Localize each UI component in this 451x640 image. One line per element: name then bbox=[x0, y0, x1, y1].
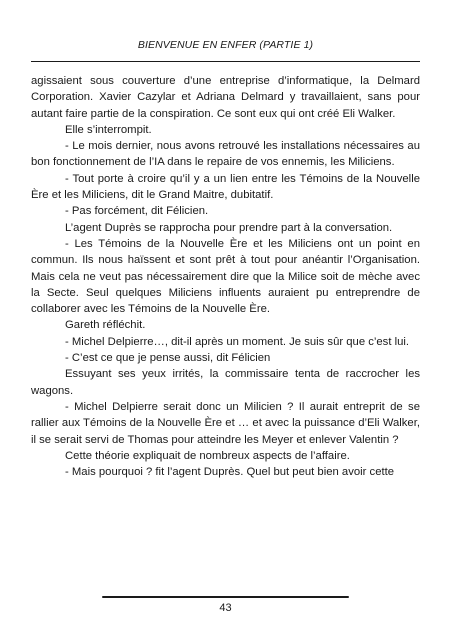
paragraph: - Mais pourquoi ? fit l’agent Duprès. Quel but peut bien avoir cette bbox=[65, 466, 395, 479]
paragraph: - C’est ce que je pense aussi, dit Félicien bbox=[65, 352, 271, 365]
body-text bbox=[31, 73, 420, 480]
paragraph: - Tout porte à croire qu’il y a un lien entre les Témoins de la Nouvelle Ère et les Miliciens, dit le Grand Maitre, dubitatif. bbox=[31, 172, 420, 202]
page-number: 43 bbox=[219, 602, 232, 614]
paragraph: Essuyant ses yeux irrités, la commissaire tenta de raccrocher les wagons. bbox=[31, 368, 420, 397]
paragraph: - Michel Delpierre serait donc un Milicien ? Il aurait entreprit de se rallier aux Témoins de la Nouvelle Ère et … et avec la puissance d’Eli Walker, il se serait servi de Thomas pour atteindre les Meyer et enlever Valentin ? bbox=[31, 400, 420, 446]
paragraph: Gareth réfléchit. bbox=[65, 319, 146, 332]
paragraph: Elle s’interrompit. bbox=[65, 123, 152, 136]
paragraph: Cette théorie expliquait de nombreux aspects de l’affaire. bbox=[65, 449, 350, 462]
paragraph: - Michel Delpierre…, dit-il après un moment. Je suis sûr que c’est lui. bbox=[65, 335, 410, 348]
footer-rule bbox=[102, 596, 349, 598]
paragraph: - Pas forcément, dit Félicien. bbox=[65, 205, 209, 218]
paragraph: - Le mois dernier, nous avons retrouvé les installations nécessaires au bon fonctionnement de l’IA dans le repaire de vos ennemis, les Miliciens. bbox=[31, 140, 420, 169]
paragraph: - Les Témoins de la Nouvelle Ère et les Miliciens ont un point en commun. Ils nous haïssent et sont prêt à tout pour anéantir l’Organisation. Mais cela ne veut pas nécessairement dire que la Milice soit de mèche avec la Secte. Seul quelques Miliciens influents auraient pu entreprendre de collaborer avec les Témoins de la Nouvelle Ère. bbox=[31, 237, 420, 316]
paragraph: L’agent Duprès se rapprocha pour prendre part à la conversation. bbox=[65, 221, 393, 234]
paragraph: agissaient sous couverture d’une entreprise d’informatique, la Delmard Corporation. Xavier Cazylar et Adriana Delmard y travaillaient, sans pour autant faire partie de la conspiration. Ce sont eux qui ont créé Eli Walker. bbox=[31, 75, 420, 120]
header-rule bbox=[31, 61, 420, 62]
running-header: BIENVENUE EN ENFER (PARTIE 1) bbox=[137, 39, 314, 51]
